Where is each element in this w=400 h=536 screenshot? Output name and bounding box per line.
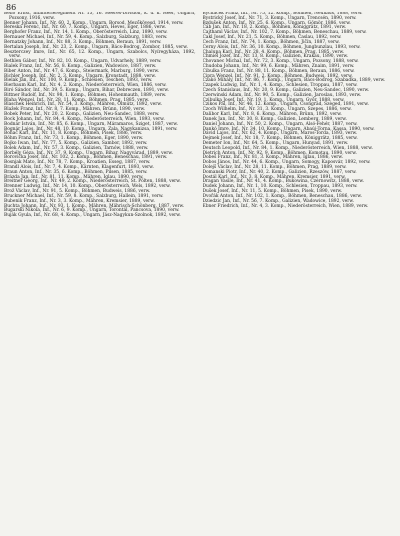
- list-entry: Dudek Johann, Inf., Nr. 1, 10. Komp., Schlesien, Troppau, 1893, verw.: [202, 184, 358, 190]
- list-entry: Bernatzky Johann, Inf., Nr. 88, 3. Komp., Böhmen, Beraun, 1891, verw.: [4, 39, 162, 45]
- list-entry: Biber Anton, Inf., Nr. 47, 6. Komp., Steiermark, Marburg, 1890, verw.: [4, 68, 160, 74]
- page-number: 86: [6, 3, 17, 12]
- list-entry: Ebner Friedrich, Inf., Nr. 4, 3. Komp., Niederösterreich, Wien, 1889, verw.: [202, 203, 369, 209]
- list-entry: Dankó Imre, Inf., Nr. 34, 10. Komp., Ungarn, Abaúj-Torna, Kassa, 1890, verw.: [202, 126, 375, 132]
- list-entry: Bichler Joseph, Inf., Nr. 2, 3. Komp., Ungarn, Kronstadt, 1888, verw.: [4, 73, 157, 79]
- list-entry: Bubenik Franz, Inf., Nr. 3, 3. Komp., Mähren, Kremsier, 1889, verw.: [4, 198, 155, 204]
- list-entry: Dragan Vasile, Inf., Nr. 41, 4. Komp., Bukowina, Czernowitz, 1888, verw.: [202, 179, 365, 185]
- list-entry: Chalupa Karl, Inf., Nr. 28, 4. Komp., Böhmen, Prag, 1885, verw.: [202, 49, 345, 55]
- list-entry: Berghofer Franz, Inf., Nr. 14, 1. Komp., Oberösterreich, Linz, 1890, verw.: [4, 30, 168, 36]
- list-entry: Bobek Peter, Inf., Nr. 20, 2. Komp., Galizien, Neu-Sandec, 1888, verw.: [4, 112, 160, 118]
- list-entry: Czibulka Josef, Inf., Nr. 19, 1. Komp., Ungarn, Győr, 1888, verw.: [202, 97, 345, 103]
- list-entry: Bzdušek Anton, Inf., Nr. 25, 6. Komp., Ungarn, Gömör, 1886, verw.: [202, 20, 351, 26]
- list-entry: Czerwinski Adam, Inf., Nr. 90, 5. Komp., Galizien, Jaroslau, 1893, verw.: [202, 92, 362, 98]
- list-entry: Deutsch Leopold, Inf., Nr. 84, 1. Komp., Niederösterreich, Wien, 1888, verw.: [202, 145, 373, 151]
- list-entry: Brázda Jan, Inf., Nr. 81, 11. Komp., Mähren, Iglau, 1890, verw.: [4, 174, 144, 180]
- list-entry: Dobos János, Inf., Nr. 44, 6. Komp., Ungarn, Somogy, Kaposvár, 1892, verw.: [202, 160, 371, 166]
- list-entry: Chovanec Michal, Inf., Nr. 72, 3. Komp., Ungarn, Pozsony, 1888, verw.: [202, 59, 359, 65]
- list-entry: Dávid Lajos, Inf., Nr. 62, 4. Komp., Ungarn, Maros-Torda, 1893, verw.: [202, 131, 358, 137]
- list-entry: Bethlen Gábor, Inf., Nr. 82, 10. Komp., Ungarn, Udvarhely, 1889, verw.: [4, 59, 162, 65]
- list-entry: Bugarski Nikola, Inf., Nr. 6, 9. Komp., Ungarn, Torontál, Pancsova, 1890, verw.: [4, 208, 180, 214]
- list-entry: Bernauer Michael, Inf., Nr. 59, 4. Komp., Salzburg, Salzburg, 1883, verw.: [4, 35, 168, 41]
- list-entry: Bielak Jan, Inf., Nr. 100, 9. Komp., Schlesien, Teschen, 1893, verw.: [4, 78, 153, 84]
- list-entry: Blažek Franz, Inf., Nr. 8, 7. Komp., Mähren, Brünn, 1890, verw.: [4, 107, 146, 113]
- list-entry: Czapek Ludwig, Inf., Nr. 1, 4. Komp., Schlesien, Troppau, 1887, verw.: [202, 83, 358, 89]
- list-entry: Buchta Johann, Inf., Nr. 93, 1. Komp., Mähren, Mährisch-Schönberg, 1887, verw.: [4, 203, 185, 209]
- list-entry: Blaha Wenzel, Inf., Nr. 28, 11. Komp., Böhmen, Prag, 1885, verw.: [4, 97, 150, 103]
- list-entry: Dalibor Karl, Inf., Nr. 8, 6. Komp., Mähren, Brünn, 1892, verw.: [202, 112, 342, 118]
- list-entry: Bertalan Joseph, Inf., Nr. 23, 2. Komp., Ungarn, Bács-Bodrog, Zombor, 1885, verw.: [4, 44, 188, 50]
- list-entry: Biró Sándor, Inf., Nr. 39, 5. Komp., Ungarn, Bihar, Debreczen, 1891, verw.: [4, 88, 170, 93]
- list-entry: Czikos Pál, Inf., Nr. 46, 12. Komp., Ungarn, Csongrád, Szeged, 1891, verw.: [202, 102, 369, 108]
- list-entry: Cáb Jan, Inf., Nr. 18, 2. Komp., Böhmen, Königgrätz, 1891, verw.: [202, 25, 347, 31]
- list-entry: Bock Johann, Inf., Nr. 84, 4. Komp., Niederösterreich, Wien, 1893, verw.: [4, 116, 165, 122]
- list-entry: Braun Anton, Inf., Nr. 35, 6. Komp., Böhmen, Pilsen, 1885, verw.: [4, 169, 148, 175]
- list-entry: Domanski Piotr, Inf., Nr. 40, 2. Komp., Galizien, Rzeszów, 1887, verw.: [202, 169, 357, 175]
- list-entry: Demeter Ion, Inf., Nr. 64, 5. Komp., Ungarn, Hunyad, 1891, verw.: [202, 140, 349, 146]
- list-entry: Dejmek Josef, Inf., Nr. 18, 7. Komp., Böhmen, Königgrätz, 1885, verw.: [202, 136, 358, 142]
- list-entry: Cipra Wenzel, Inf., Nr. 91, 2. Komp., Böhmen, Budweis, 1892, verw.: [202, 73, 353, 79]
- list-entry: Chudoba Johann, Inf., Nr. 99, 6. Komp., Mähren, Znaim, 1891, verw.: [202, 63, 355, 69]
- list-entry: Daniel Johann, Inf., Nr. 50, 2. Komp., Ungarn, Alsó-Fehér, 1887, verw.: [202, 121, 358, 127]
- list-entry: Bierbaum Karl, Inf., Nr. 4, 2. Komp., Niederösterreich, Wien, 1886, verw.: [4, 83, 167, 89]
- list-entry: Chmiel Jozef, Inf., Nr. 13, 8. Komp., Galizien, Krakau, 1890, verw.: [202, 54, 349, 60]
- list-entry: Cibulka Franz, Inf., Nr. 88, 11. Komp., Böhmen, Beraun, 1886, verw.: [202, 68, 355, 74]
- list-entry: Cakl Josef, Inf., Nr. 21, 5. Komp., Böhmen, Časlau, 1892, verw.: [202, 35, 342, 41]
- list-entry: Bohač Karl, Inf., Nr. 11, 8. Komp., Böhmen, Pisek, 1886, verw.: [4, 131, 143, 137]
- list-entry: Bognár Lajos, Inf., Nr. 48, 10. Komp., Ungarn, Zala, Nagykanizsa, 1891, verw.: [4, 126, 178, 132]
- list-entry: Bosnjak Mato, Inf., Nr. 78, 7. Komp., Kroatien, Esseg, 1887, verw.: [4, 160, 151, 166]
- list-entry: Bodnár István, Inf., Nr. 85, 6. Komp., Ungarn, Máramaros, Sziget, 1887, verw.: [4, 121, 179, 127]
- list-entry: Bialek Franz, Inf., Nr. 56, 8. Komp., Galizien, Wadowice, 1887, verw.: [4, 63, 157, 69]
- list-entry: Brandl Alois, Inf., Nr. 7, 4. Komp., Kärnten, Klagenfurt, 1893, verw.: [4, 165, 154, 170]
- list-entry: Bittner Rudolf, Inf., Nr. 98, 1. Komp., Böhmen, Hohenmauth, 1889, verw.: [4, 92, 167, 98]
- list-entry: Cerny Alois, Inf., Nr. 36, 10. Komp., Böhmen, Jungbunzlau, 1893, verw.: [202, 44, 361, 50]
- list-entry: Dziedzic Jan, Inf., Nr. 56, 7. Komp., Galizien, Wadowice, 1892, verw.: [202, 198, 354, 204]
- list-entry: Beszterczey Imre, Inf., Nr. 65, 12. Komp., Ungarn, Szabolcs, Nyíregyháza, 1892, verw.: [4, 49, 196, 60]
- list-entry: Czech Stanislaus, Inf., Nr. 20, 9. Komp., Galizien, Neu-Sandec, 1890, verw.: [202, 88, 370, 93]
- list-entry: Bereska Ferenc, Inf., Nr. 60, 7. Komp., Ungarn, Heves, Eger, 1886, verw.: [4, 25, 167, 31]
- list-entry: Brenner Ludwig, Inf., Nr. 14, 10. Komp., Oberösterreich, Wels, 1892, verw.: [4, 184, 171, 190]
- list-entry: Bojko Iwan, Inf., Nr. 77, 5. Komp., Galizien, Sambor, 1892, verw.: [4, 140, 148, 146]
- list-entry: Böhm Franz, Inf., Nr. 73, 1. Komp., Böhmen, Eger, 1890, verw.: [4, 136, 144, 142]
- list-entry: Buják Gyula, Inf., Nr. 68, 4. Komp., Ungarn, Jász-Nagykun-Szolnok, 1892, verw.: [4, 213, 181, 219]
- list-entry: Breitner Georg, Inf., Nr. 49, 2. Komp., Niederösterreich, St. Pölten, 1888, verw.: [4, 179, 181, 185]
- list-entry: Bello Ernst, Infanterieregiment Nr. 13, 16. Heeres-Division, k. u. k. Heer, Ungarn, Pozsony, 1916, verw.: [4, 12, 196, 21]
- list-entry: Dolejš Václav, Inf., Nr. 28, 11. Komp., Böhmen, Prag, 1889, verw.: [202, 165, 347, 170]
- columns: [4, 12, 394, 532]
- list-entry: Dobeš Franz, Inf., Nr. 81, 3. Komp., Mähren, Iglau, 1886, verw.: [202, 155, 344, 161]
- list-entry: Blaschek Heinrich, Inf., Nr. 54, 3. Komp., Mähren, Olmütz, 1892, verw.: [4, 102, 162, 108]
- list-entry: Borbély Géza, Inf., Nr. 37, 9. Komp., Ungarn, Bihar, Nagyvárad, 1889, verw.: [4, 150, 173, 156]
- list-entry: Borovička Josef, Inf., Nr. 102, 2. Komp., Böhmen, Beneschau, 1891, verw.: [4, 155, 168, 161]
- list-entry: Cajthaml Václav, Inf., Nr. 102, 7. Komp., Böhmen, Beneschau, 1889, verw.: [202, 30, 367, 36]
- list-entry: Bruckner Michael, Inf., Nr. 59, 8. Komp., Salzburg, Hallein, 1891, verw.: [4, 193, 164, 199]
- list-entry: Dostál Karl, Inf., Nr. 3, 8. Komp., Mähren, Kremsier, 1891, verw.: [202, 174, 346, 180]
- list-entry: Bolek Adam, Inf., Nr. 57, 3. Komp., Galizien, Tarnów, 1888, verw.: [4, 145, 149, 151]
- list-entry: Czoch Wilhelm, Inf., Nr. 31, 3. Komp., Ungarn, Szepes, 1886, verw.: [202, 107, 352, 113]
- list-entry: Benner Johann, Inf., Nr. 60, 2. Komp., Ungarn, Borsod, Mezőkövesd, 1914, verw.: [4, 20, 184, 26]
- list-entry: Dietrich Anton, Inf., Nr. 92, 9. Komp., Böhmen, Komotau, 1890, verw.: [202, 150, 357, 156]
- left-column: [4, 12, 196, 532]
- list-entry: Bystrický Josef, Inf., Nr. 71, 3. Komp., Ungarn, Trencsén, 1890, verw.: [202, 15, 357, 21]
- list-entry: Danek Jan, Inf., Nr. 30, 8. Komp., Galizien, Lemberg, 1889, verw.: [202, 116, 347, 122]
- list-entry: Brož Václav, Inf., Nr. 91, 5. Komp., Böhmen, Budweis, 1886, verw.: [4, 189, 151, 195]
- list-entry: Czakó Mihály, Inf., Nr. 86, 7. Komp., Ungarn, Bács-Bodrog, Szabadka, 1889, verw.: [202, 78, 386, 84]
- list-entry: Dvořák Anton, Inf., Nr. 102, 1. Komp., Böhmen, Beneschau, 1886, verw.: [202, 193, 363, 199]
- list-entry: Dušek Josef, Inf., Nr. 11, 5. Komp., Böhmen, Pisek, 1890, verw.: [202, 189, 343, 195]
- right-column: [203, 12, 395, 532]
- list-entry: Bychaček Franz, Inf., Nr. 75, 12. Komp., Böhmen, Neuhaus, 1888, verw.: [202, 12, 363, 16]
- list-entry: Cech Franz, Inf., Nr. 74, 1. Komp., Böhmen, Jičín, 1887, verw.: [202, 39, 340, 45]
